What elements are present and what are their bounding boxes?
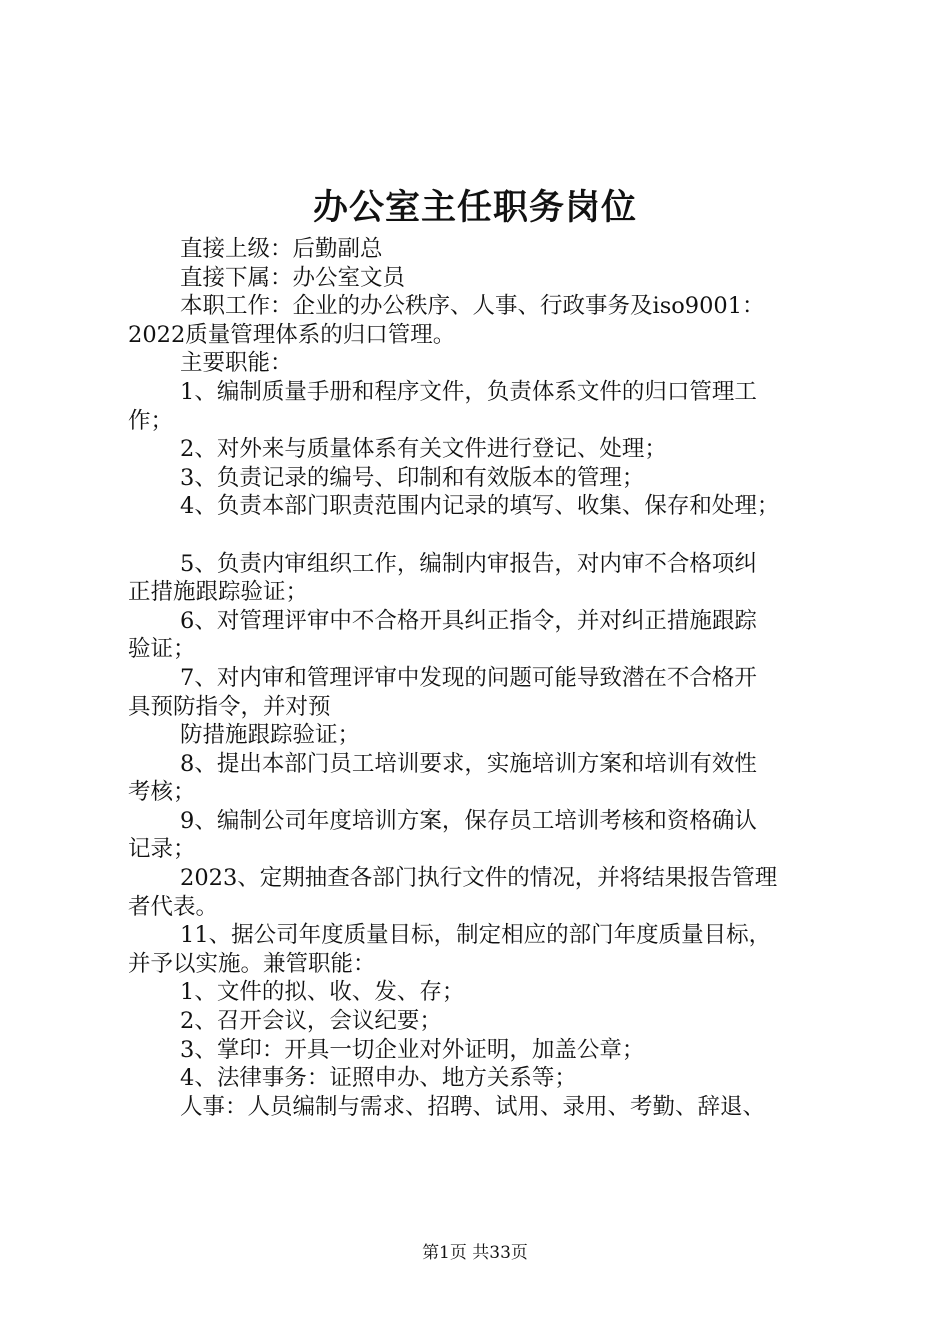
function-item-cont: 防措施跟踪验证； [180,722,361,749]
function-item-cont: 正措施跟踪验证； [128,579,309,606]
superior-line: 直接上级：后勤副总 [180,236,383,262]
function-item: 1、编制质量手册和程序文件，负责体系文件的归口管理工 [180,378,757,405]
main-functions-heading: 主要职能： [180,350,293,377]
function-item-cont: 具预防指令，并对预 [128,693,331,720]
function-item-cont: 记录； [128,836,196,863]
page-number-footer: 第1页 共33页 [422,1243,528,1263]
document-title: 办公室主任职务岗位 [312,187,637,228]
function-item: 2023、定期抽查各部门执行文件的情况，并将结果报告管理 [180,865,778,892]
function-item: 7、对内审和管理评审中发现的问题可能导致潜在不合格开 [180,664,757,691]
document-body [128,235,848,1121]
duty-line: 本职工作：企业的办公秩序、人事、行政事务及iso9001： [180,293,765,320]
function-item: 11、据公司年度质量目标，制定相应的部门年度质量目标， [180,922,772,949]
duty-line-cont: 2022质量管理体系的归口管理。 [128,321,456,348]
function-item: 5、负责内审组织工作，编制内审报告，对内审不合格项纠 [180,550,757,577]
concurrent-function-item: 4、法律事务：证照申办、地方关系等； [180,1065,577,1092]
function-item-cont: 考核； [128,779,196,806]
function-item: 9、编制公司年度培训方案，保存员工培训考核和资格确认 [180,807,757,834]
function-item-cont: 验证； [128,636,196,663]
blank-line [128,521,848,550]
function-item: 6、对管理评审中不合格开具纠正指令，并对纠正措施跟踪 [180,607,757,634]
subordinate-line: 直接下属：办公室文员 [180,264,406,291]
concurrent-function-item: 1、文件的拟、收、发、存； [180,979,465,1006]
concurrent-function-item: 2、召开会议，会议纪要； [180,1008,442,1035]
function-item-cont: 者代表。 [128,893,219,920]
function-item-cont: 作； [128,407,174,434]
personnel-line: 人事：人员编制与需求、招聘、试用、录用、考勤、辞退、 [180,1093,766,1120]
function-item: 4、负责本部门职责范围内记录的填写、收集、保存和处理； [180,493,780,520]
function-item: 8、提出本部门员工培训要求，实施培训方案和培训有效性 [180,750,757,777]
function-item-cont: 并予以实施。兼管职能： [128,950,376,977]
function-item: 3、负责记录的编号、印制和有效版本的管理； [180,464,645,491]
concurrent-function-item: 3、掌印：开具一切企业对外证明，加盖公章； [180,1036,645,1063]
function-item: 2、对外来与质量体系有关文件进行登记、处理； [180,436,667,463]
